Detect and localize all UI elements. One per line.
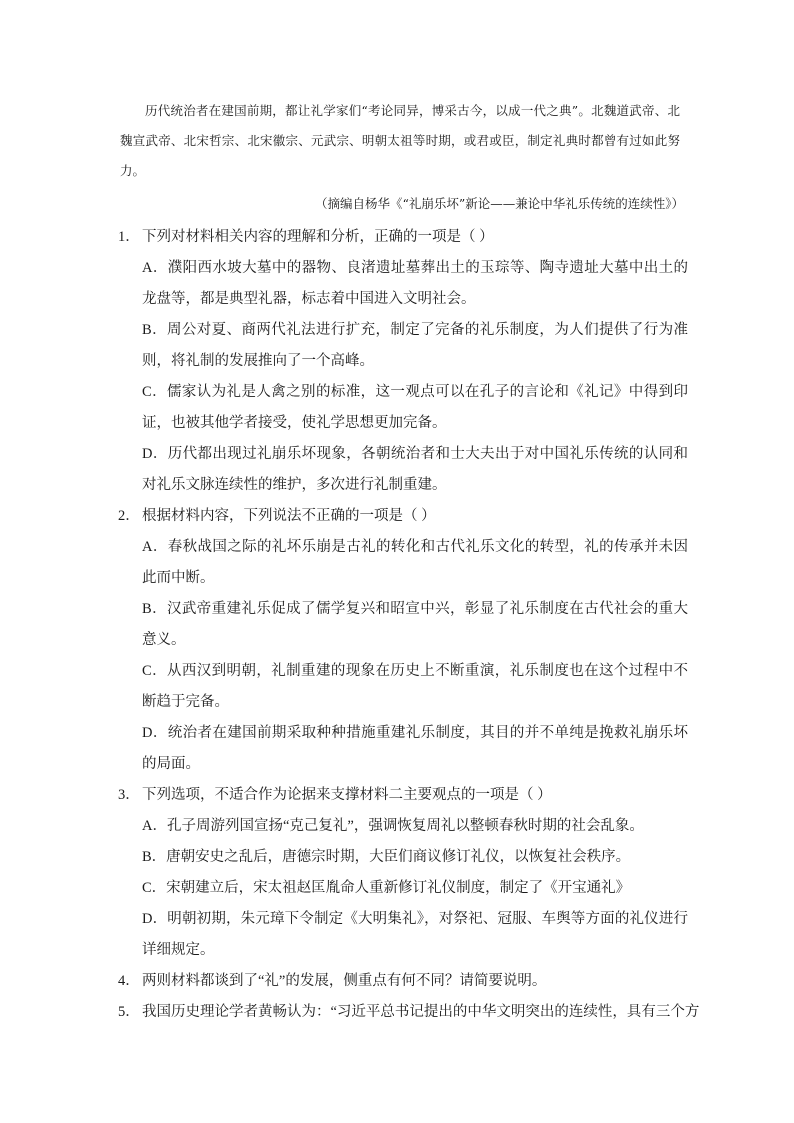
question-stem: 根据材料内容，下列说法不正确的一项是（ ） [142,508,436,524]
option-c: C．从西汉到明朝，礼制重建的现象在历史上不断重演，礼乐制度也在这个过程中不断趋于完备。 [142,663,688,710]
question-5 [118,997,700,1028]
question-3 [118,780,688,966]
option-a: A．孔子周游列国宣扬“克己复礼”，强调恢复周礼以整顿春秋时期的社会乱象。 [142,818,644,834]
question-stem: 下列选项，不适合作为论据来支撑材料二主要观点的一项是（ ） [142,787,552,803]
question-stem: 我国历史理论学者黄畅认为：“习近平总书记提出的中华文明突出的连续性，具有三个方 [142,1004,700,1020]
question-number: 1． [118,229,140,245]
question-number: 4． [118,973,140,989]
option-d: D．明朝初期，朱元璋下令制定《大明集礼》，对祭祀、冠服、车舆等方面的礼仪进行详细规定。 [142,911,688,958]
option-a: A．春秋战国之际的礼坏乐崩是古礼的转化和古代礼乐文化的转型，礼的传承并未因此而中断。 [142,539,688,586]
option-c: C．宋朝建立后，宋太祖赵匡胤命人重新修订礼仪制度，制定了《开宝通礼》 [142,880,631,896]
option-c: C．儒家认为礼是人禽之别的标准，这一观点可以在孔子的言论和《礼记》中得到印证，也被其他学者接受，使礼学思想更加完备。 [142,384,688,431]
question-number: 3． [118,787,140,803]
question-list [118,222,700,1028]
option-a: A．濮阳西水坡大墓中的器物、良渚遗址墓葬出土的玉琮等、陶寺遗址大墓中出土的龙盘等，都是典型礼器，标志着中国进入文明社会。 [142,260,688,307]
question-4 [118,966,688,997]
option-d: D．统治者在建国前期采取种种措施重建礼乐制度，其目的并不单纯是挽救礼崩乐坏的局面。 [142,725,688,772]
passage-paragraph: 历代统治者在建国前期，都让礼学家们“考论同异，博采古今，以成一代之典”。北魏道武帝、北魏宣武帝、北宋哲宗、北宋徽宗、元武宗、明朝太祖等时期，或君或臣，制定礼典时都曾有过如此努力。 [120,103,680,178]
question-number: 5． [118,1004,140,1020]
question-1 [118,222,688,501]
option-b: B．周公对夏、商两代礼法进行扩充，制定了完备的礼乐制度，为人们提供了行为准则，将礼制的发展推向了一个高峰。 [142,322,688,369]
question-stem: 两则材料都谈到了“礼”的发展，侧重点有何不同？请简要说明。 [142,973,547,989]
passage-source: （摘编自杨华《“礼崩乐坏”新论——兼论中华礼乐传统的连续性》） [314,196,684,211]
option-b: B．唐朝安史之乱后，唐德宗时期，大臣们商议修订礼仪，以恢复社会秩序。 [142,849,631,865]
option-b: B．汉武帝重建礼乐促成了儒学复兴和昭宣中兴，彰显了礼乐制度在古代社会的重大意义。 [142,601,688,648]
option-d: D．历代都出现过礼崩乐坏现象，各朝统治者和士大夫出于对中国礼乐传统的认同和对礼乐文脉连续性的维护，多次进行礼制重建。 [142,446,688,493]
question-stem: 下列对材料相关内容的理解和分析，正确的一项是（ ） [142,229,494,245]
question-number: 2． [118,508,140,524]
question-2 [118,501,688,780]
